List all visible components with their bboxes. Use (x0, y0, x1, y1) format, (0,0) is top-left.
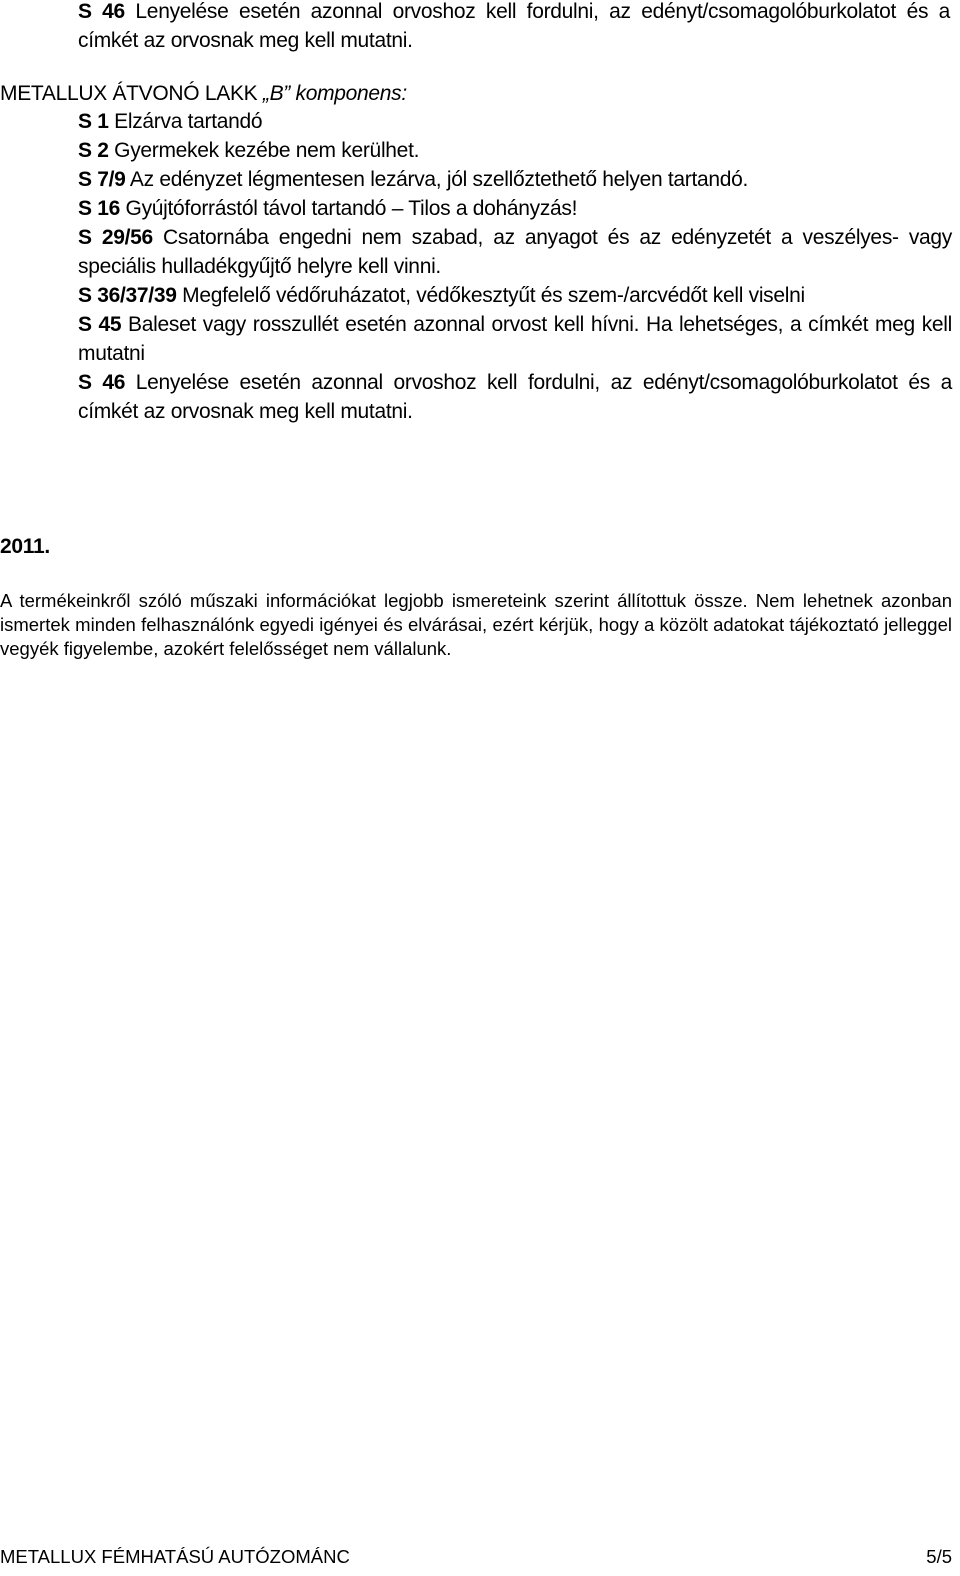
s-phrase-code: S 1 (78, 110, 109, 133)
s-phrase-text: Gyermekek kezébe nem kerülhet. (108, 139, 420, 162)
s-phrase-text: Gyújtóforrástól távol tartandó – Tilos a dohányzás! (120, 197, 578, 220)
footer-page-number: 5/5 (926, 1546, 952, 1567)
s-phrase-item (78, 136, 952, 165)
s-phrase-item (78, 310, 952, 368)
s46-continued-paragraph (78, 0, 950, 55)
s-phrase-text: Elzárva tartandó (108, 110, 263, 133)
s-phrase-text: Megfelelő védőruházatot, védőkesztyűt és szem-/arcvédőt kell viselni (176, 284, 805, 307)
s-phrase-text: Lenyelése esetén azonnal orvoshoz kell fordulni, az edényt/csomagolóburkolatot és a címkét az orvosnak meg kell mutatni. (78, 371, 952, 423)
footer-product-name: METALLUX FÉMHATÁSÚ AUTÓZOMÁNC (0, 1546, 350, 1567)
disclaimer-paragraph: A termékeinkről szóló műszaki információkat legjobb ismereteink szerint állítottuk össze. Nem lehetnek azonban ismertek minden felhasználónk egyedi igényei és elvárásai, ezért kérjük, hogy a közölt adatokat tájékoztató jelleggel vegyék figyelembe, azokért felelősséget nem vállalunk. (0, 590, 952, 659)
s-phrase-text: Lenyelése esetén azonnal orvoshoz kell fordulni, az edényt/csomagolóburkolatot és a címkét az orvosnak meg kell mutatni. (78, 0, 951, 52)
s-phrase-code: S 7/9 (78, 168, 126, 191)
component-title-italic: „B” komponens: (262, 82, 407, 105)
s-phrase-item (78, 165, 952, 194)
s-phrase-code: S 16 (78, 197, 120, 220)
s-phrase-code: S 46 (78, 371, 126, 394)
s-phrase-code: S 2 (78, 139, 109, 162)
s-phrase-code: S 36/37/39 (78, 284, 177, 307)
s-phrase-item (78, 281, 952, 310)
document-year: 2011. (0, 535, 50, 558)
s-phrase-item (78, 107, 952, 136)
component-title (0, 79, 407, 108)
s-phrase-item (78, 194, 952, 223)
s-phrase-code: S 45 (78, 313, 122, 336)
s-phrase-code: S 46 (78, 0, 125, 23)
s-phrase-list (78, 107, 952, 426)
s-phrase-item (78, 368, 952, 426)
s-phrase-text: Baleset vagy rosszullét esetén azonnal orvost kell hívni. Ha lehetséges, a címkét meg kell mutatni (78, 313, 953, 365)
s-phrase-item (78, 223, 952, 281)
s-phrase-code: S 29/56 (78, 226, 153, 249)
component-title-prefix: METALLUX ÁTVONÓ LAKK (0, 82, 263, 105)
s-phrase-text: Az edényzet légmentesen lezárva, jól szellőztethető helyen tartandó. (125, 168, 749, 191)
s-phrase-text: Csatornába engedni nem szabad, az anyagot és az edényzetét a veszélyes- vagy speciális hulladékgyűjtő helyre kell vinni. (78, 226, 953, 278)
